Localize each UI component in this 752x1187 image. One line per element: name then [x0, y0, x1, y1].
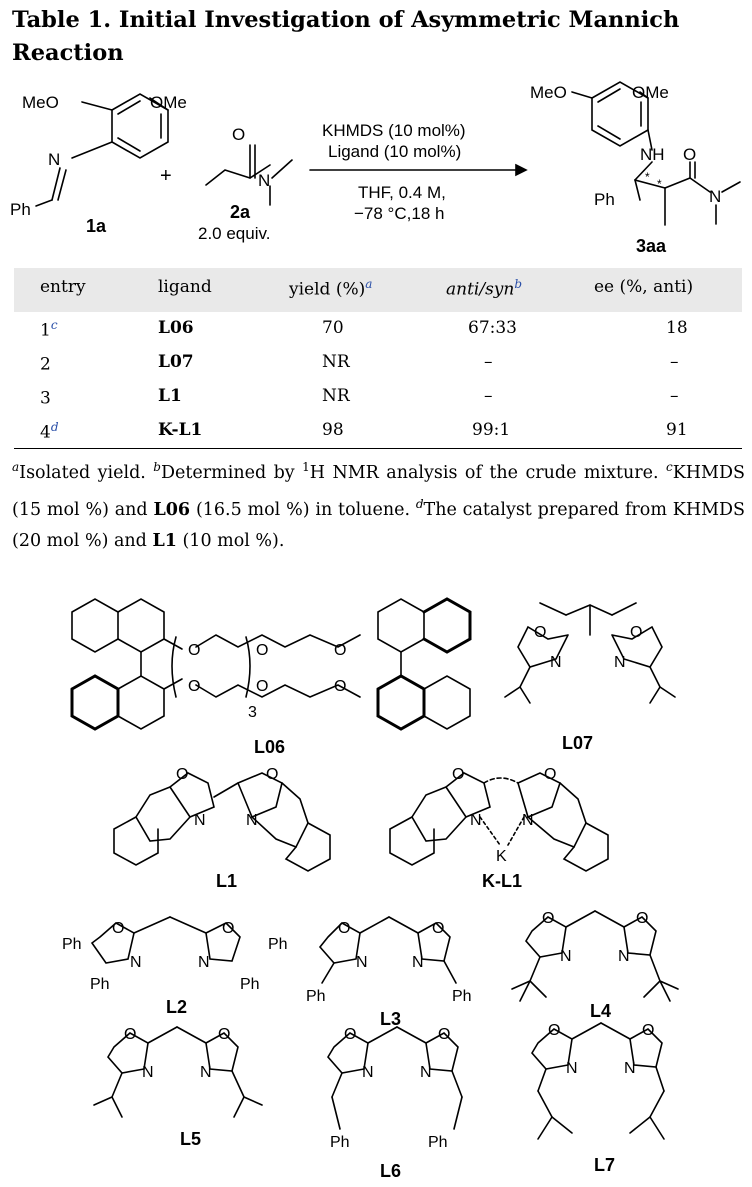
- r1-meo: MeO: [22, 93, 59, 112]
- svg-text:N: N: [550, 654, 562, 671]
- ligand-structures: [0, 577, 752, 1187]
- svg-text:O: O: [266, 766, 279, 783]
- svg-text:Ph: Ph: [268, 936, 288, 953]
- svg-text:N: N: [522, 812, 534, 829]
- label-K-L1: K-L1: [482, 871, 522, 891]
- svg-text:N: N: [412, 954, 424, 971]
- label-L06: L06: [254, 737, 286, 757]
- svg-text:O: O: [334, 678, 347, 695]
- svg-text:Ph: Ph: [90, 976, 110, 993]
- r1-label: 1a: [86, 216, 107, 236]
- svg-text:Ph: Ph: [62, 936, 82, 953]
- svg-text:N: N: [560, 948, 572, 965]
- svg-text:Ph: Ph: [452, 988, 472, 1005]
- header-entry: entry: [40, 277, 86, 297]
- table-title: Table 1. Initial Investigation of Asymmetric Mannich Reaction: [12, 7, 680, 66]
- svg-text:N: N: [624, 1060, 636, 1077]
- header-ligand: ligand: [158, 277, 212, 297]
- p-star2: *: [657, 177, 662, 191]
- svg-text:N: N: [246, 812, 258, 829]
- svg-text:O: O: [542, 910, 555, 927]
- svg-text:N: N: [618, 948, 630, 965]
- svg-text:O: O: [438, 1026, 451, 1043]
- svg-text:O: O: [338, 920, 351, 937]
- svg-text:N: N: [614, 654, 626, 671]
- label-L6: L6: [380, 1161, 402, 1181]
- svg-text:N: N: [362, 1064, 374, 1081]
- table-row: 1$^c$ L06 70 67:33 18: [40, 318, 688, 341]
- svg-text:O: O: [334, 642, 347, 659]
- p-ome: OMe: [632, 83, 669, 102]
- svg-text:Ph: Ph: [306, 988, 326, 1005]
- p-nh: NH: [640, 145, 665, 164]
- label-L2: L2: [166, 997, 188, 1017]
- r2-label: 2a: [230, 202, 251, 222]
- svg-text:Ph: Ph: [428, 1134, 448, 1151]
- table-header: [14, 268, 742, 312]
- svg-text:O: O: [432, 920, 445, 937]
- conditions-2: Ligand (10 mol%): [328, 142, 462, 161]
- p-label: 3aa: [636, 236, 667, 256]
- p-star1: *: [645, 170, 650, 184]
- svg-text:N: N: [470, 812, 482, 829]
- svg-text:O: O: [344, 1026, 357, 1043]
- svg-text:O: O: [534, 624, 547, 641]
- p-meo: MeO: [530, 83, 567, 102]
- plus-sign: +: [160, 165, 172, 187]
- svg-text:3: 3: [248, 704, 257, 721]
- r2-o: O: [232, 125, 246, 144]
- svg-text:N: N: [142, 1064, 154, 1081]
- svg-text:O: O: [112, 920, 125, 937]
- svg-text:N: N: [420, 1064, 432, 1081]
- header-ee: ee (%, anti): [594, 277, 694, 297]
- svg-text:O: O: [548, 1022, 561, 1039]
- svg-text:O: O: [188, 678, 201, 695]
- svg-text:O: O: [256, 642, 269, 659]
- svg-text:O: O: [188, 642, 201, 659]
- r2-n: N: [258, 171, 271, 190]
- conditions-3: THF, 0.4 M,: [358, 183, 446, 202]
- svg-text:O: O: [544, 766, 557, 783]
- conditions-4: −78 °C,18 h: [354, 204, 445, 223]
- header-ratio: anti/syn$^b$: [446, 277, 523, 300]
- table-row: 2 L07 NR – –: [40, 352, 679, 375]
- label-L1: L1: [216, 871, 238, 891]
- header-yield: yield (%)$^a$: [289, 277, 373, 300]
- svg-text:N: N: [566, 1060, 578, 1077]
- r1-n: N: [48, 150, 61, 169]
- label-L3: L3: [380, 1009, 402, 1029]
- svg-text:N: N: [194, 812, 206, 829]
- table-row: 3 L1 NR – –: [40, 386, 679, 409]
- svg-text:O: O: [642, 1022, 655, 1039]
- svg-text:O: O: [176, 766, 189, 783]
- label-L07: L07: [562, 733, 594, 753]
- svg-text:O: O: [124, 1026, 137, 1043]
- p-o: O: [683, 145, 697, 164]
- svg-text:K: K: [496, 848, 507, 865]
- svg-text:Ph: Ph: [330, 1134, 350, 1151]
- svg-text:Ph: Ph: [240, 976, 260, 993]
- label-L4: L4: [590, 1001, 612, 1021]
- p-ph: Ph: [594, 190, 615, 209]
- svg-text:O: O: [630, 624, 643, 641]
- svg-text:N: N: [200, 1064, 212, 1081]
- svg-text:N: N: [356, 954, 368, 971]
- r1-ome: OMe: [150, 93, 187, 112]
- p-n: N: [709, 187, 722, 206]
- svg-text:N: N: [198, 954, 210, 971]
- results-table: [14, 268, 742, 449]
- label-L5: L5: [180, 1129, 202, 1149]
- label-L7: L7: [594, 1155, 616, 1175]
- svg-text:O: O: [256, 678, 269, 695]
- reaction-scheme: [0, 0, 752, 262]
- table-row: 4$^d$ K-L1 98 99:1 91: [14, 414, 742, 449]
- r1-ph: Ph: [10, 200, 31, 219]
- svg-text:N: N: [130, 954, 142, 971]
- conditions-1: KHMDS (10 mol%): [322, 121, 466, 140]
- table-footnotes: $^a$Isolated yield. $^b$Determined by $^1$H NMR analysis of the crude mixture. $^c$KHMDS (15 mol %) and L06 (16.5 mol %) in toluene. $^d$The catalyst prepared from KHMDS (20 mol %) and L1 (10 mol %).: [12, 460, 746, 551]
- svg-text:O: O: [222, 920, 235, 937]
- svg-text:O: O: [452, 766, 465, 783]
- svg-text:O: O: [218, 1026, 231, 1043]
- svg-text:O: O: [636, 910, 649, 927]
- r2-equiv: 2.0 equiv.: [198, 224, 271, 243]
